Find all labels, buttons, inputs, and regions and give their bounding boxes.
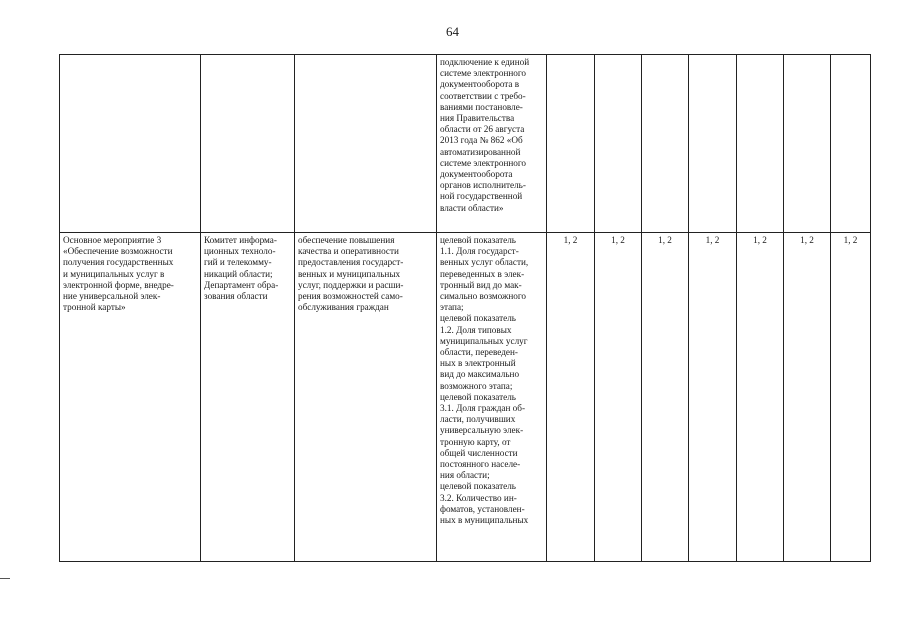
cell-year xyxy=(547,55,595,233)
cell-year: 1, 2 xyxy=(737,233,784,562)
cell-year xyxy=(642,55,689,233)
cell-responsible: Комитет информа- ционных техноло- гий и телекомму- никаций области; Департамент обра- зования области xyxy=(201,233,295,562)
table-row xyxy=(60,233,871,562)
cell-indicators: целевой показатель 1.1. Доля государст- венных услуг области, переведенных в элек- тронный вид до мак- симально возможного этапа; целевой показатель 1.2. Доля типовых муниципальных услуг области, переведен- ных в электронный вид до максимально возможного этапа; целевой показатель 3.1. Доля граждан об- ласти, получивших универсальную элек- тронную карту, от общей численности постоянного населе- ния области; целевой показатель 3.2. Количество ин- фоматов, установлен- ных в муниципальных xyxy=(437,233,547,562)
cell-year: 1, 2 xyxy=(547,233,595,562)
cell-year xyxy=(831,55,871,233)
cell-measure xyxy=(60,55,201,233)
cell-result: обеспечение повышения качества и оперативности предоставления государст- венных и муниципальных услуг, поддержки и расши- рения возможностей само- обслуживания граждан xyxy=(295,233,437,562)
cell-indicators: подключение к единой системе электронного документооборота в соответствии с требо- ваниями постановле- ния Правительства области от 26 августа 2013 года № 862 «Об автоматизированной системе электронного документооборота органов исполнитель- ной государственной власти области» xyxy=(437,55,547,233)
page-number: 64 xyxy=(446,24,459,39)
cell-year: 1, 2 xyxy=(595,233,642,562)
cell-year xyxy=(737,55,784,233)
cell-responsible xyxy=(201,55,295,233)
margin-mark xyxy=(0,578,10,579)
cell-year: 1, 2 xyxy=(642,233,689,562)
cell-result xyxy=(295,55,437,233)
cell-year: 1, 2 xyxy=(784,233,831,562)
cell-year xyxy=(689,55,737,233)
table-row xyxy=(60,55,871,233)
cell-year: 1, 2 xyxy=(831,233,871,562)
cell-year xyxy=(784,55,831,233)
cell-measure: Основное мероприятие 3 «Обеспечение возможности получения государственных и муниципальных услуг в электронной форме, внедре- ние универсальной элек- тронной карты» xyxy=(60,233,201,562)
cell-year: 1, 2 xyxy=(689,233,737,562)
program-table xyxy=(59,54,871,562)
cell-year xyxy=(595,55,642,233)
